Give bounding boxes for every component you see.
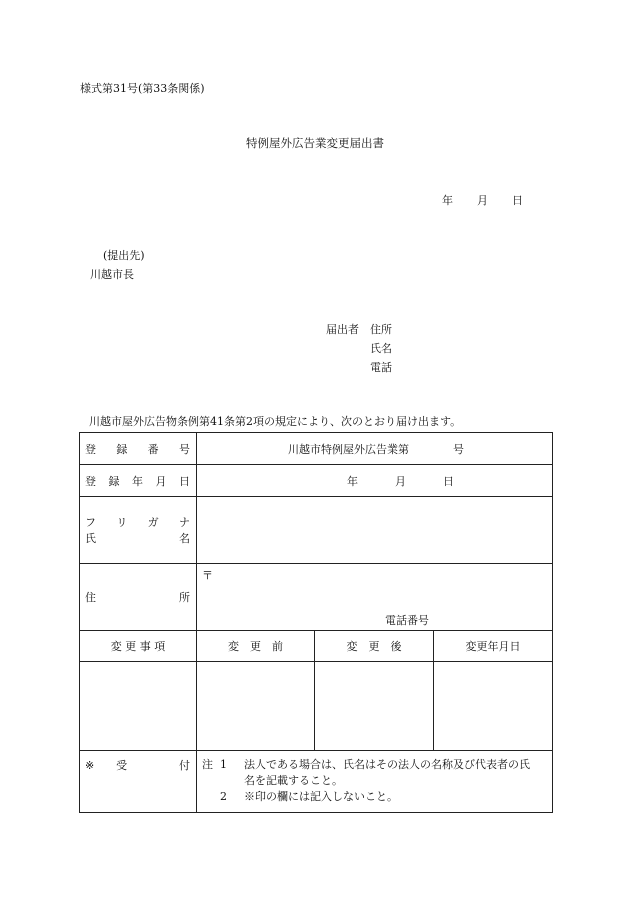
row-registration-date: [80, 465, 553, 497]
phone-number-label: 電話番号: [385, 614, 429, 627]
row-changes-header: [80, 631, 553, 662]
form-number: 様式第31号(第33条関係): [80, 82, 205, 95]
application-table: [79, 432, 553, 813]
date-day: 日: [512, 194, 523, 207]
filer-phone-label: 電話: [370, 361, 392, 374]
intro-text: 川越市屋外広告物条例第41条第2項の規定により、次のとおり届け出ます。: [89, 415, 462, 428]
row-address: [80, 564, 553, 631]
change-before-header: 変 更 前: [197, 631, 315, 662]
note-2: 2 ※印の欄には記入しないこと。: [220, 789, 398, 803]
change-item-header: 変 更 事 項: [80, 631, 197, 662]
date-month: 月: [477, 194, 488, 207]
postal-mark: 〒: [202, 569, 213, 582]
note-1-continued: 名を記載すること。: [244, 773, 343, 787]
filer-address-label: 住所: [370, 323, 392, 336]
registration-number-field[interactable]: 川越市特例屋外広告業第 号: [197, 433, 553, 465]
name-field[interactable]: [197, 497, 553, 564]
change-after-field[interactable]: [315, 662, 434, 751]
row-changes-content: [80, 662, 553, 751]
note-1: 注 1 法人である場合は、氏名はその法人の名称及び代表者の氏: [202, 758, 530, 771]
document-title: 特例屋外広告業変更届出書: [246, 136, 384, 150]
row-name: [80, 497, 553, 564]
addressee-label: (提出先): [103, 249, 145, 262]
registration-number-label: 登 録 番 号: [80, 433, 197, 465]
date-year: 年: [442, 194, 453, 207]
change-before-field[interactable]: [197, 662, 315, 751]
change-item-field[interactable]: [80, 662, 197, 751]
change-date-header: 変更年月日: [434, 631, 553, 662]
notes: [197, 751, 553, 813]
registration-date-label: 登 録 年 月 日: [80, 465, 197, 497]
filer-name-label: 氏名: [370, 342, 392, 355]
registration-date-field[interactable]: 年 月 日: [197, 465, 553, 497]
address-field[interactable]: [197, 564, 553, 631]
reception-label: ※ 受 付: [80, 751, 197, 813]
filer-label: 届出者: [326, 323, 359, 336]
change-after-header: 変 更 後: [315, 631, 434, 662]
row-reception: [80, 751, 553, 813]
name-label: フ リ ガ ナ 氏 名: [80, 497, 197, 564]
addressee-name: 川越市長: [90, 268, 134, 281]
address-label: 住 所: [80, 564, 197, 631]
change-date-field[interactable]: [434, 662, 553, 751]
row-registration-number: [80, 433, 553, 465]
